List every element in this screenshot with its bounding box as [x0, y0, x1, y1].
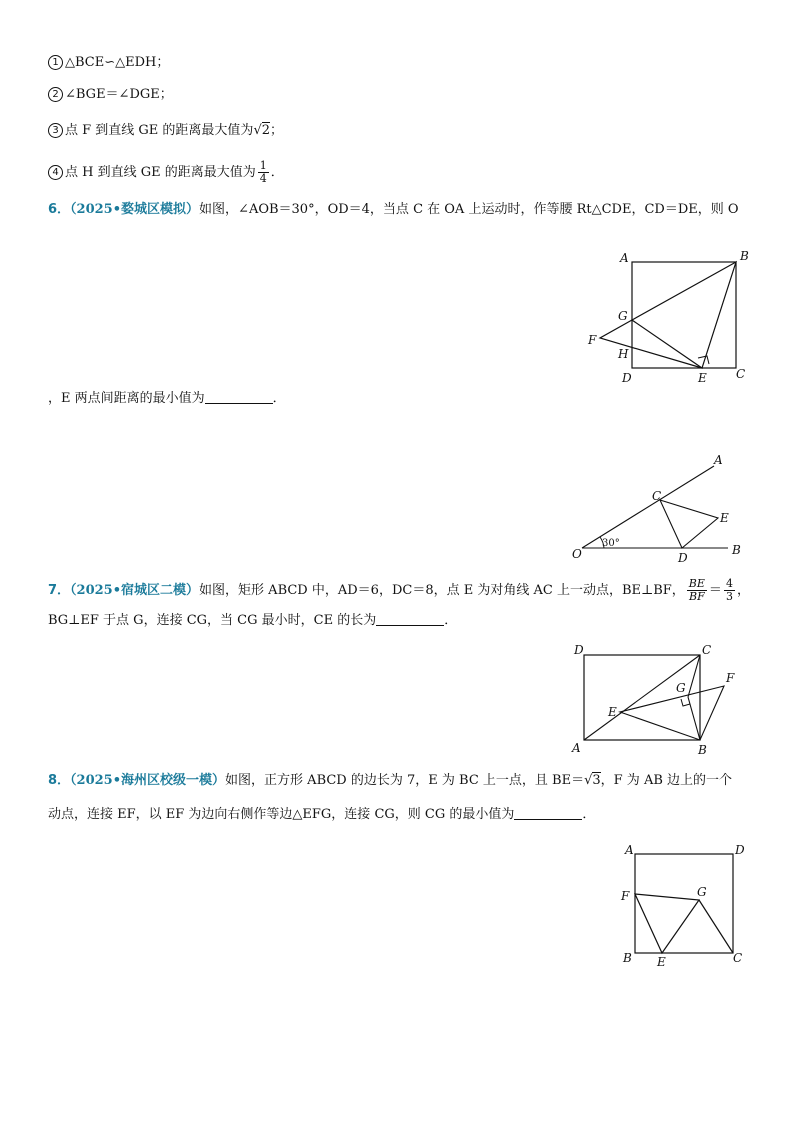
- segment-gfe: [600, 320, 702, 368]
- label-b: B: [698, 743, 707, 757]
- question-text: 如图，∠AOB＝30°，OD＝4，当点 C 在 OA 上运动时，作等腰 Rt△CDE，CD＝DE，则 O: [199, 202, 739, 217]
- label-e: E: [608, 705, 617, 719]
- label-c: C: [652, 489, 662, 503]
- circled-number: 2: [48, 87, 63, 102]
- angle-label: 30°: [602, 538, 620, 549]
- label-d: D: [678, 551, 688, 565]
- label-f: F: [726, 671, 735, 685]
- figure-square-bgef: [580, 250, 780, 390]
- label-d: D: [574, 643, 584, 657]
- circled-number: 4: [48, 165, 63, 180]
- q7-line-1: [48, 578, 750, 603]
- punct: ．: [270, 165, 284, 180]
- label-f: F: [588, 333, 597, 347]
- label-e: E: [698, 371, 707, 385]
- frac-den: 4: [259, 172, 267, 185]
- figure-square-efg: [615, 840, 765, 975]
- question-number: 7．: [48, 583, 71, 598]
- label-o: O: [572, 547, 582, 561]
- statement-3: [48, 122, 283, 140]
- q6-line-1: [48, 201, 739, 219]
- question-text: ，E 两点间距离的最小值为: [48, 391, 205, 406]
- frac-den: 3: [725, 590, 733, 603]
- circled-number: 1: [48, 55, 63, 70]
- punct: ．: [444, 613, 458, 628]
- label-a: A: [625, 843, 634, 857]
- statement-text: △BCE∽△EDH；: [65, 55, 170, 70]
- q8-line-1: [48, 772, 732, 790]
- statement-2: [48, 86, 173, 104]
- label-a: A: [714, 453, 723, 467]
- segment-bg: [688, 697, 700, 740]
- frac-num: BE: [688, 577, 705, 590]
- label-e: E: [657, 955, 666, 969]
- question-source: （2025•婺城区模拟）: [70, 202, 200, 217]
- equals: ＝: [708, 583, 722, 598]
- q6-line-2: [48, 390, 286, 408]
- label-c: C: [736, 367, 746, 381]
- fraction-be-bf: [687, 578, 707, 603]
- question-source: （2025•海州区校级一模）: [70, 773, 226, 788]
- frac-num: 4: [725, 577, 733, 590]
- segment-cg: [688, 655, 700, 697]
- statement-text: 点 H 到直线 GE 的距离最大值为: [65, 165, 256, 180]
- statement-1: [48, 54, 169, 72]
- ray-oa: [582, 466, 714, 548]
- frac-den: BF: [689, 590, 705, 603]
- triangle-efg: [635, 894, 699, 953]
- label-b: B: [623, 951, 632, 965]
- question-number: 8．: [48, 773, 71, 788]
- figure-angle-aob: [560, 450, 780, 565]
- radicand: 3: [592, 773, 601, 788]
- question-text: BG⊥EF 于点 G，连接 CG，当 CG 最小时，CE 的长为: [48, 613, 377, 628]
- punct: ．: [582, 807, 596, 822]
- q8-line-2: [48, 806, 595, 824]
- label-g: G: [618, 309, 628, 323]
- answer-blank: [514, 807, 582, 820]
- triangle-ebf: [620, 686, 724, 740]
- question-text: 如图，矩形 ABCD 中，AD＝6，DC＝8，点 E 为对角线 AC 上一动点，BE⊥BF，: [199, 583, 685, 598]
- punct: ，: [736, 583, 750, 598]
- diagonal-ac: [584, 655, 700, 740]
- circled-number: 3: [48, 123, 63, 138]
- label-d: D: [622, 371, 632, 385]
- statement-text: ∠BGE＝∠DGE；: [65, 87, 173, 102]
- question-text: 如图，正方形 ABCD 的边长为 7，E 为 BC 上一点，且 BE＝: [225, 773, 585, 788]
- label-e: E: [720, 511, 729, 525]
- label-c: C: [702, 643, 712, 657]
- label-g: G: [676, 681, 686, 695]
- label-c: C: [733, 951, 743, 965]
- sqrt-sign: √: [253, 123, 262, 138]
- fraction: [258, 160, 269, 185]
- question-number: 6．: [48, 202, 71, 217]
- segment-cg: [699, 900, 733, 953]
- label-a: A: [620, 251, 629, 265]
- frac-num: 1: [259, 159, 267, 172]
- label-b: B: [732, 543, 741, 557]
- square-outline: [635, 854, 733, 953]
- question-text: 动点，连接 EF，以 EF 为边向右侧作等边△EFG，连接 CG，则 CG 的最小值为: [48, 807, 515, 822]
- triangle-cde: [660, 500, 718, 548]
- question-text: ，F 为 AB 边上的一个: [600, 773, 733, 788]
- radicand: 2: [261, 123, 271, 138]
- question-source: （2025•宿城区二模）: [70, 583, 200, 598]
- punct: ；: [270, 123, 284, 138]
- label-f: F: [621, 889, 630, 903]
- label-a: A: [572, 741, 581, 755]
- sqrt-sign: √: [584, 773, 593, 788]
- figure-rect-abcd: [570, 640, 770, 760]
- label-h: H: [618, 347, 629, 361]
- statement-text: 点 F 到直线 GE 的距离最大值为: [65, 123, 254, 138]
- answer-blank: [205, 391, 273, 404]
- label-b: B: [740, 249, 749, 263]
- statement-4: [48, 160, 284, 185]
- label-d: D: [735, 843, 745, 857]
- answer-blank: [376, 613, 444, 626]
- q7-line-2: [48, 612, 457, 630]
- fraction-value: [724, 578, 735, 603]
- punct: ．: [272, 391, 286, 406]
- label-g: G: [697, 885, 707, 899]
